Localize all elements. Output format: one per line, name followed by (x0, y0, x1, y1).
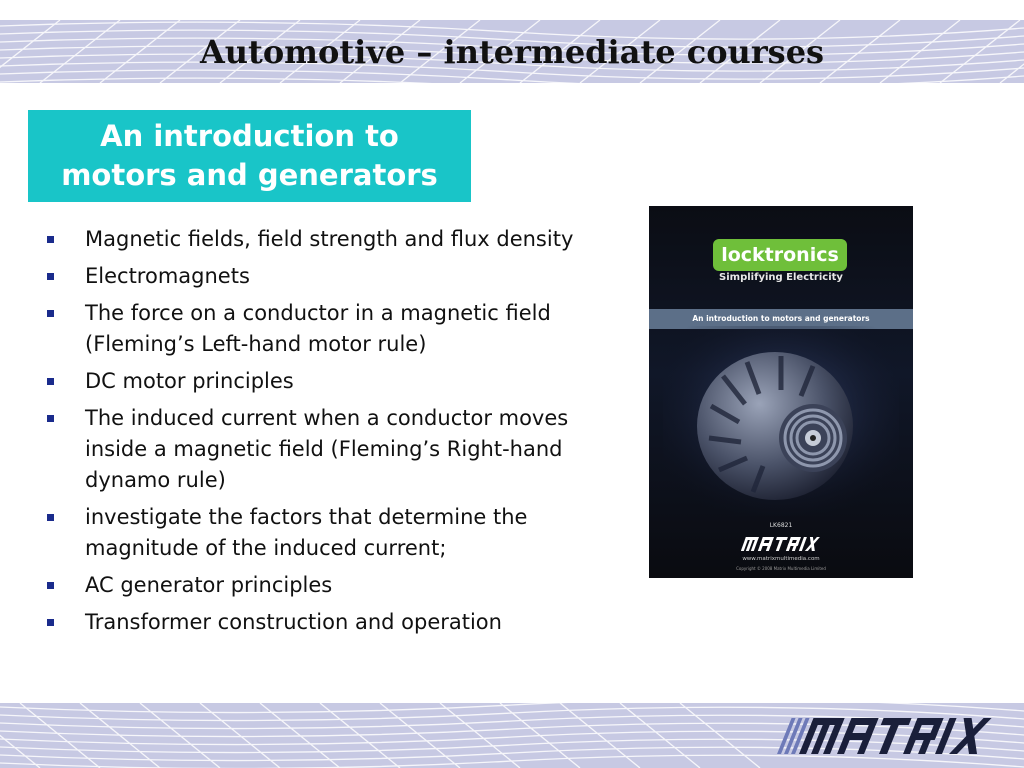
list-item (40, 224, 580, 255)
cover-title-strip: An introduction to motors and generators (649, 309, 913, 329)
square-bullet-icon (47, 378, 54, 385)
locktronics-logo: locktronics (713, 239, 847, 271)
list-item-text: Transformer construction and operation (85, 610, 502, 634)
list-item (40, 261, 580, 292)
list-item (40, 366, 580, 397)
square-bullet-icon (47, 310, 54, 317)
list-item-text: investigate the factors that determine the magnitude of the induced current; (85, 505, 528, 560)
square-bullet-icon (47, 619, 54, 626)
cover-copyright: Copyright © 2008 Matrix Multimedia Limited (736, 566, 826, 571)
square-bullet-icon (47, 582, 54, 589)
list-item-text: The force on a conductor in a magnetic field (Fleming’s Left-hand motor rule) (85, 301, 551, 356)
square-bullet-icon (47, 514, 54, 521)
matrix-logo (776, 712, 1008, 760)
topic-list (40, 224, 580, 644)
list-item-text: Electromagnets (85, 264, 250, 288)
list-item-text: AC generator principles (85, 573, 333, 597)
section-heading-line-2: motors and generators (61, 158, 438, 192)
list-item (40, 570, 580, 601)
alternator-icon (663, 326, 899, 516)
matrix-logo-small (741, 534, 821, 554)
list-item (40, 298, 580, 360)
list-item (40, 607, 580, 638)
list-item-text: DC motor principles (85, 369, 294, 393)
section-heading-box (28, 110, 471, 202)
slide-title: Automotive – intermediate courses (199, 33, 825, 71)
section-heading-line-1: An introduction to (100, 119, 399, 153)
square-bullet-icon (47, 415, 54, 422)
product-code: LK6821 (769, 522, 793, 529)
list-item (40, 502, 580, 564)
cover-url: www.matrixmultimedia.com (742, 556, 820, 562)
list-item-text: The induced current when a conductor moves inside a magnetic field (Fleming’s Right-hand dynamo rule) (85, 406, 569, 492)
brand-tagline: Simplifying Electricity (719, 272, 843, 283)
list-item (40, 403, 580, 496)
list-item-text: Magnetic fields, field strength and flux density (85, 227, 574, 251)
square-bullet-icon (47, 273, 54, 280)
square-bullet-icon (47, 236, 54, 243)
book-cover-image (649, 206, 913, 578)
